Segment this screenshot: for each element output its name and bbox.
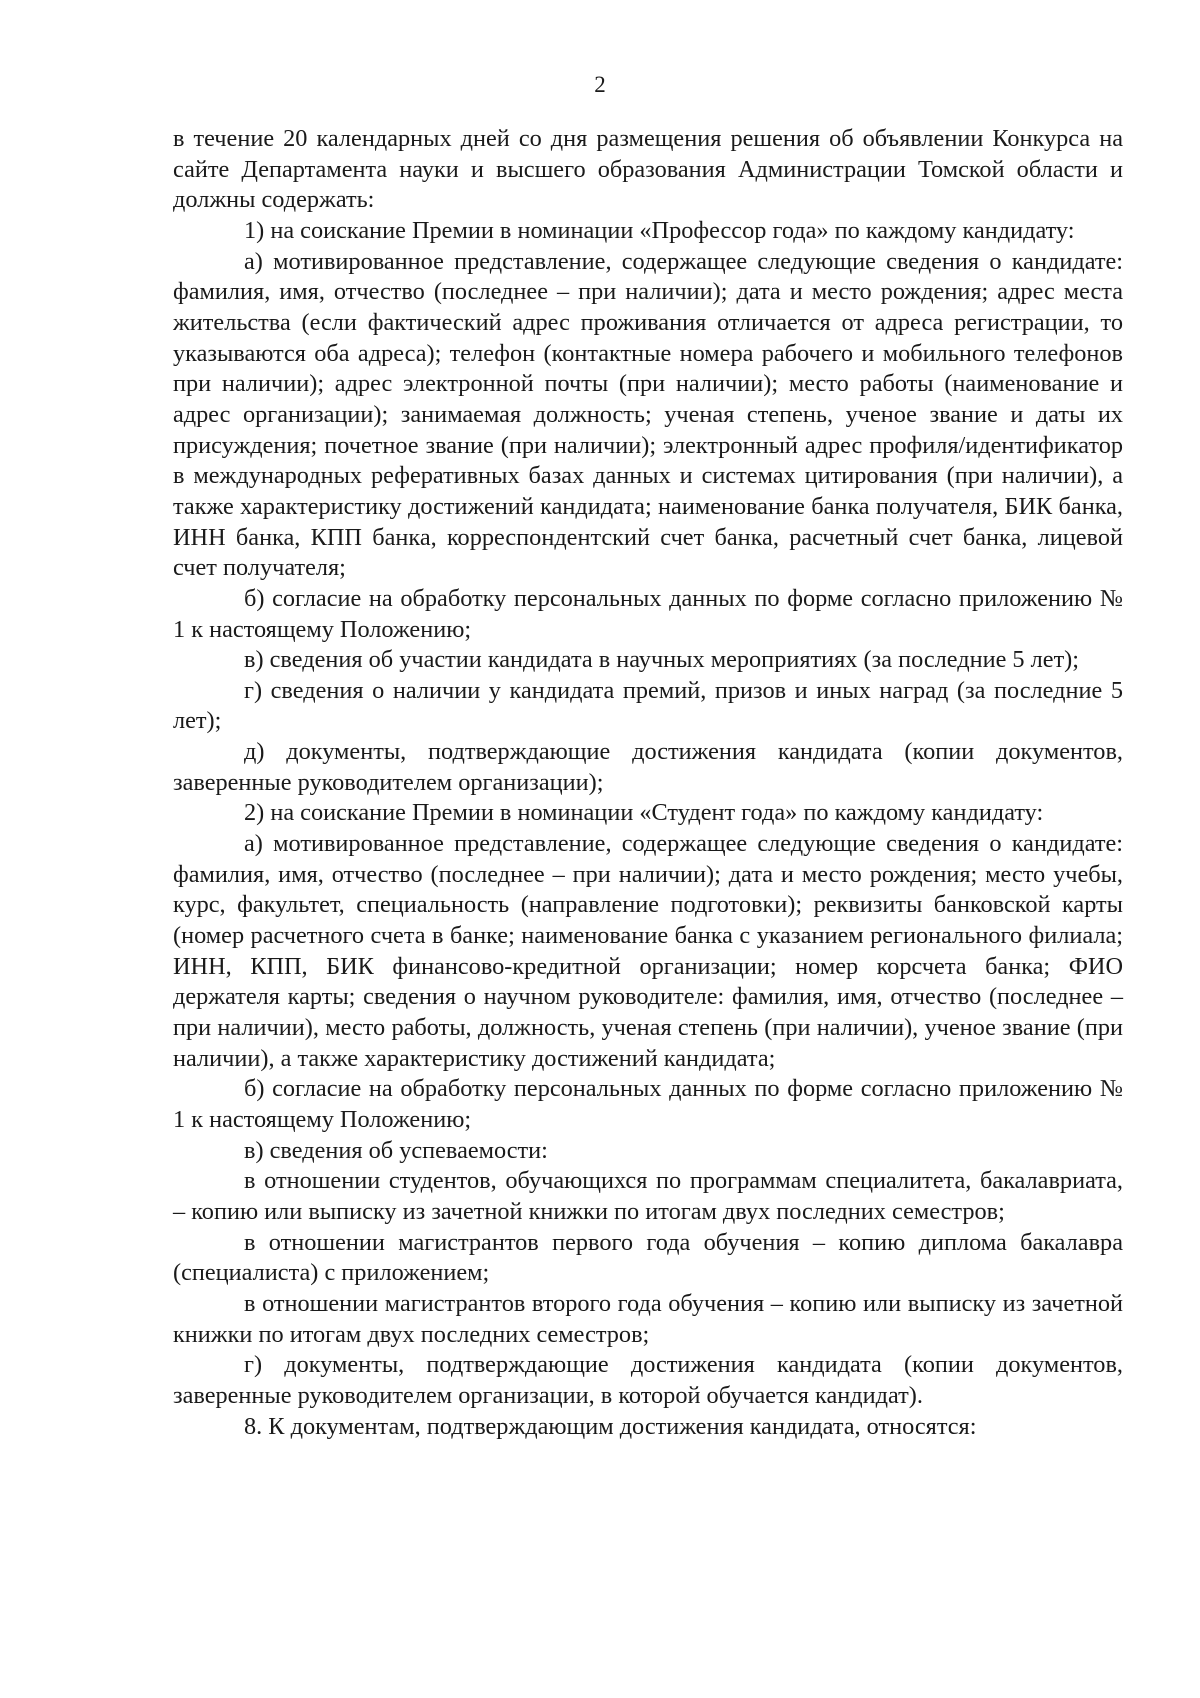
paragraph-item-2v-masters-second: в отношении магистрантов второго года обучения – копию или выписку из зачетной книжки по итогам двух последних семестров; — [173, 1289, 1123, 1348]
paragraph-item-1a: а) мотивированное представление, содержащее следующие сведения о кандидате: фамилия, имя, отчество (последнее – при наличии); дата и место рождения; адрес места жительства (если фактический адрес проживания отличается от адреса регистрации, то указываются оба адреса); телефон (контактные номера рабочего и мобильного телефонов при наличии); адрес электронной почты (при наличии); место работы (наименование и адрес организации); занимаемая должность; ученая степень, ученое звание и даты их присуждения; почетное звание (при наличии); электронный адрес профиля/идентификатор в международных реферативных базах данных и системах цитирования (при наличии), а также характеристику достижений кандидата; наименование банка получателя, БИК банка, ИНН банка, КПП банка, корреспондентский счет банка, расчетный счет банка, лицевой счет получателя; — [173, 247, 1123, 582]
paragraph-item-1v: в) сведения об участии кандидата в научных мероприятиях (за последние 5 лет); — [244, 646, 1080, 674]
paragraph-item-1: 1) на соискание Премии в номинации «Профессор года» по каждому кандидату: — [244, 216, 1075, 244]
paragraph-intro: в течение 20 календарных дней со дня размещения решения об объявлении Конкурса на сайте Департамента науки и высшего образования Администрации Томской области и должны содержать: — [173, 125, 1123, 214]
paragraph-item-2v-masters-first: в отношении магистрантов первого года обучения – копию диплома бакалавра (специалиста) с приложением; — [173, 1228, 1123, 1287]
page-number: 2 — [594, 72, 606, 97]
paragraph-item-2v: в) сведения об успеваемости: — [244, 1136, 548, 1164]
paragraph-section-8: 8. К документам, подтверждающим достижения кандидата, относятся: — [244, 1412, 977, 1440]
paragraph-item-2: 2) на соискание Премии в номинации «Студент года» по каждому кандидату: — [244, 799, 1044, 827]
paragraph-item-1g: г) сведения о наличии у кандидата премий, призов и иных наград (за последние 5 лет); — [173, 676, 1123, 735]
paragraph-item-2v-students: в отношении студентов, обучающихся по программам специалитета, бакалавриата, – копию или выписку из зачетной книжки по итогам двух последних семестров; — [173, 1167, 1123, 1225]
paragraph-item-2b: б) согласие на обработку персональных данных по форме согласно приложению № 1 к настоящему Положению; — [173, 1075, 1123, 1133]
document-body — [173, 124, 1123, 1442]
paragraph-item-1d: д) документы, подтверждающие достижения кандидата (копии документов, заверенные руководителем организации); — [173, 738, 1123, 796]
paragraph-item-1b: б) согласие на обработку персональных данных по форме согласно приложению № 1 к настоящему Положению; — [173, 584, 1123, 643]
paragraph-item-2g: г) документы, подтверждающие достижения кандидата (копии документов, заверенные руководителем организации, в которой обучается кандидат). — [173, 1351, 1123, 1409]
paragraph-item-2a: а) мотивированное представление, содержащее следующие сведения о кандидате: фамилия, имя, отчество (последнее – при наличии); дата и место рождения; место учебы, курс, факультет, специальность (направление подготовки); реквизиты банковской карты (номер расчетного счета в банке; наименование банка с указанием регионального филиала; ИНН, КПП, БИК финансово-кредитной организации; номер корсчета банка; ФИО держателя карты; сведения о научном руководителе: фамилия, имя, отчество (последнее – при наличии), место работы, должность, ученая степень (при наличии), ученое звание (при наличии), а также характеристику достижений кандидата; — [173, 830, 1123, 1072]
